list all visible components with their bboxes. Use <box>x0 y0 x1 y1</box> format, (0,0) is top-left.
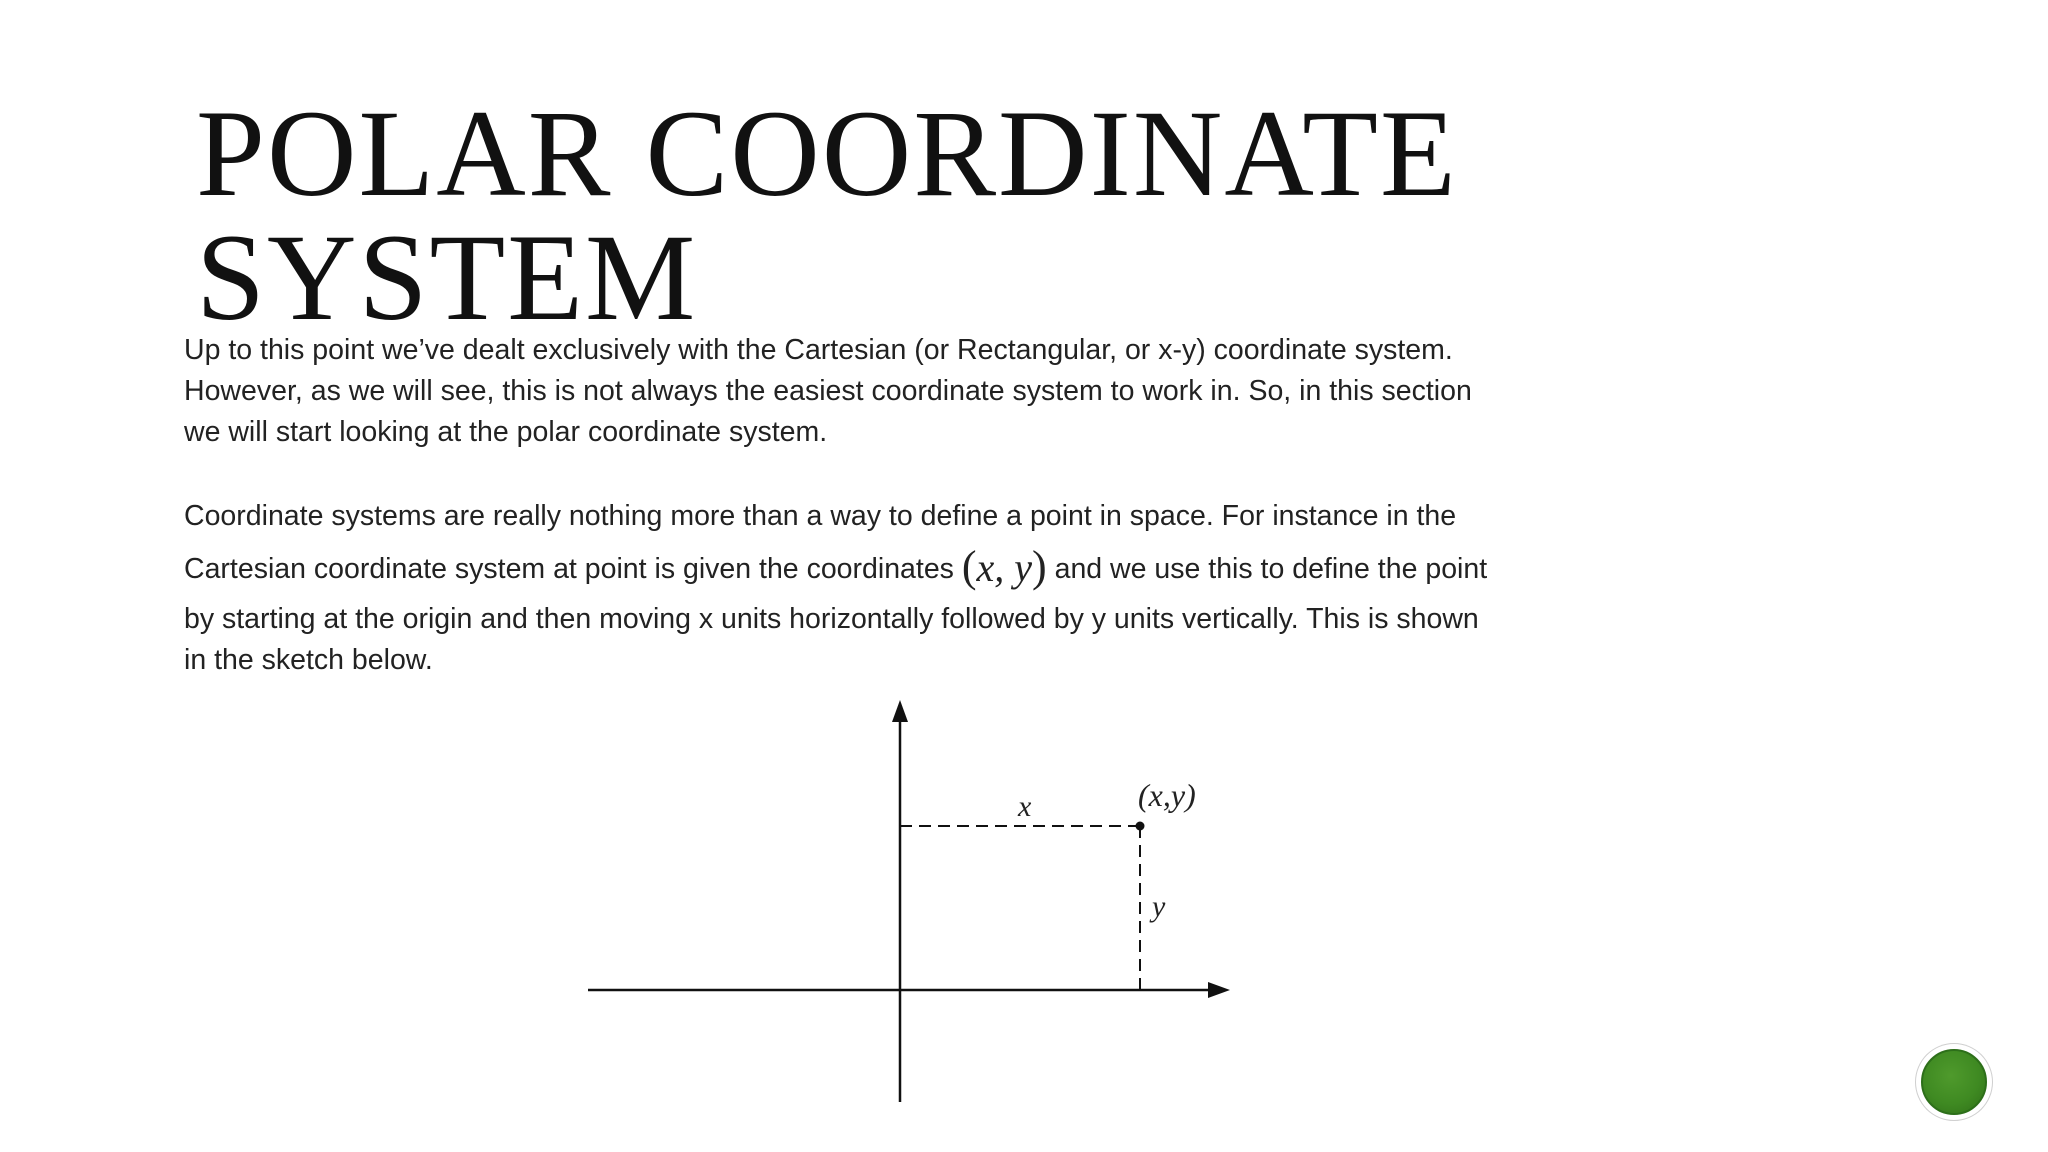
green-circle-icon <box>1921 1049 1987 1115</box>
paragraph-1-line-2: However, as we will see, this is not always the easiest coordinate system to work in. So, in this section <box>184 375 1472 407</box>
coordinate-math-inner: x, y <box>976 545 1033 590</box>
paragraph-1-line-3: we will start looking at the polar coordinate system. <box>184 416 828 448</box>
x-distance-label: x <box>1018 790 1032 823</box>
y-axis-arrowhead <box>892 700 908 722</box>
paragraph-2-line-1: Coordinate systems are really nothing more than a way to define a point in space. For instance in the <box>184 500 1457 532</box>
paragraph-2-line-2-start: Cartesian coordinate system at point is given the coordinates <box>184 553 962 585</box>
slide-nav-button[interactable] <box>1916 1044 1992 1120</box>
paragraph-1-line-1: Up to this point we’ve dealt exclusively with the Cartesian (or Rectangular, or x-y) coordinate system. <box>184 334 1453 366</box>
paragraph-2-line-2-end: and we use this to define the point <box>1046 553 1488 585</box>
paragraph-2-line-3: by starting at the origin and then moving x units horizontally followed by y units vertically. This is shown <box>184 603 1479 635</box>
slide-body <box>184 330 1664 681</box>
y-distance-label: y <box>1152 890 1166 923</box>
paragraph-1 <box>184 330 1664 453</box>
title-line-1: POLAR COORDINATE <box>196 85 1458 222</box>
x-axis-arrowhead <box>1208 982 1230 998</box>
slide-title <box>196 85 1496 346</box>
point-marker <box>1136 822 1145 831</box>
paragraph-2-line-4: in the sketch below. <box>184 644 433 676</box>
point-label: (x,y) <box>1138 777 1196 813</box>
title-line-2: SYSTEM <box>196 209 698 346</box>
cartesian-sketch <box>560 690 1260 1110</box>
paragraph-2 <box>184 496 1664 681</box>
paragraph-2-line-2 <box>184 537 1664 599</box>
coordinate-math: (x, y) <box>961 542 1047 591</box>
